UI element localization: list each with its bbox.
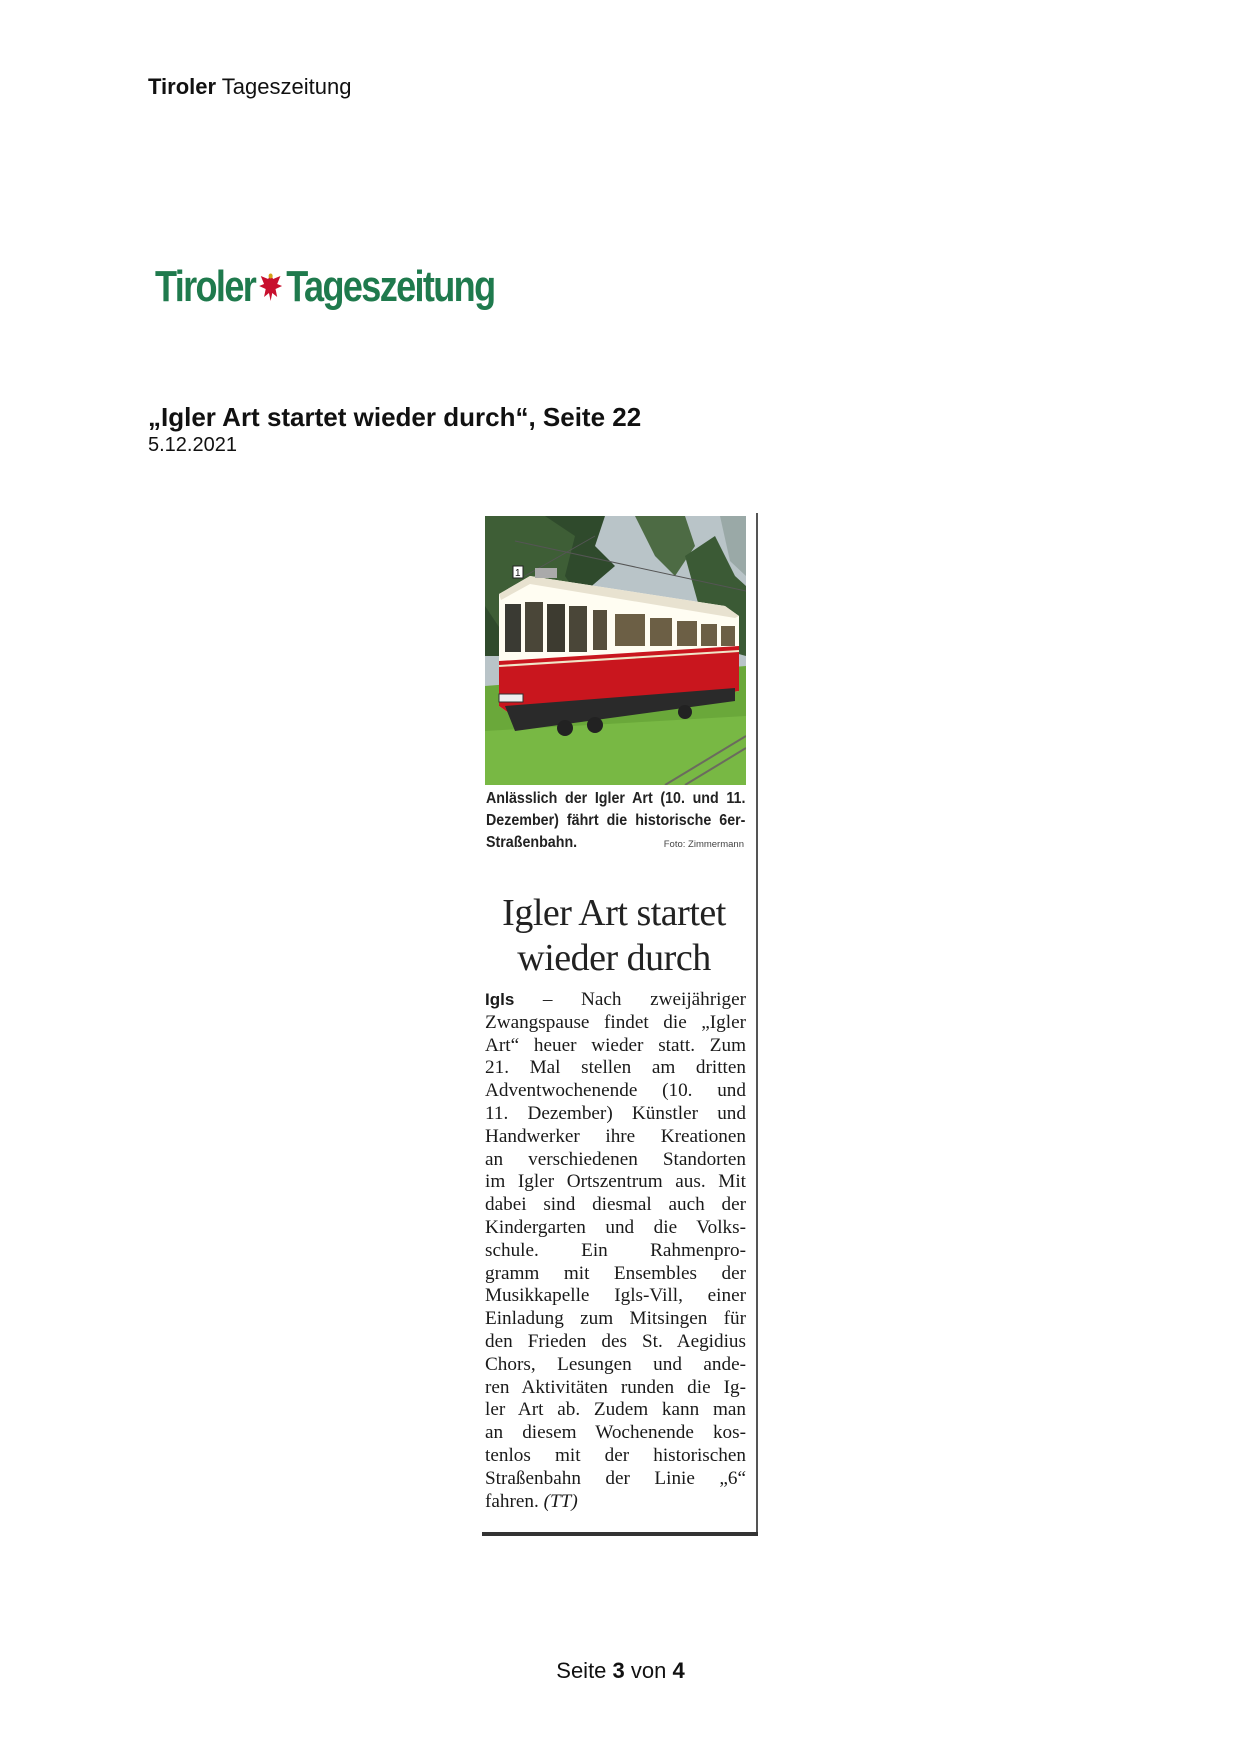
body-line: Art“ heuer wieder statt. Zum: [485, 1034, 746, 1056]
body-line: an verschiedenen Standorten: [485, 1148, 746, 1170]
body-line: den Frieden des St. Aegidius: [485, 1330, 746, 1352]
body-line: dabei sind diesmal auch der: [485, 1194, 746, 1216]
body-line: ler Art ab. Zudem kann man: [485, 1399, 746, 1421]
tram-number-label: 1: [515, 568, 521, 579]
logo-word-right: Tageszeitung: [286, 262, 495, 311]
body-line: gramm mit Ensembles der: [485, 1262, 746, 1284]
body-line: Adventwochenende (10. und: [485, 1080, 746, 1102]
source-name-bold: Tiroler: [148, 74, 217, 99]
body-line: Igls – Nach zweijähriger: [485, 989, 746, 1010]
source-name: [148, 74, 351, 100]
dateline-place: Igls: [485, 990, 515, 1009]
article-date: 5.12.2021: [148, 434, 237, 456]
current-page: 3: [612, 1658, 625, 1683]
source-name-rest: Tageszeitung: [216, 74, 352, 99]
photo-credit: Foto: Zimmermann: [663, 839, 744, 850]
body-line: im Igler Ortszentrum aus. Mit: [485, 1171, 746, 1193]
body-line: ren Aktivitäten runden die Ig-: [485, 1376, 746, 1398]
body-line: Kindergarten und die Volks-: [485, 1216, 746, 1238]
body-line: Musikkapelle Igls-Vill, einer: [485, 1285, 746, 1307]
body-line: 21. Mal stellen am dritten: [485, 1057, 746, 1079]
article-body: [485, 989, 746, 1513]
body-line: Zwangspause findet die „Igler: [485, 1011, 746, 1033]
body-line: tenlos mit der historischen: [485, 1444, 746, 1466]
page-indicator: Seite 3 von 4: [556, 1658, 685, 1683]
bottom-rule: [482, 1532, 758, 1536]
photo-caption: Anlässlich der Igler Art (10. und 11. Dezember) fährt die historische 6er-Straßenbahn.: [486, 790, 746, 851]
newspaper-clipping: [482, 513, 758, 1536]
headline-line-1: Igler Art startet: [502, 892, 726, 934]
body-line: Handwerker ihre Kreationen: [485, 1125, 746, 1147]
author-tag: (TT): [543, 1490, 578, 1512]
body-line: Einladung zum Mitsingen für: [485, 1308, 746, 1330]
body-line: 11. Dezember) Künstler und: [485, 1102, 746, 1124]
body-line: Straßenbahn der Linie „6“: [485, 1467, 746, 1489]
total-pages: 4: [672, 1658, 685, 1683]
historic-tram-photo: [485, 516, 746, 785]
headline-line-2: wieder durch: [517, 937, 711, 979]
body-line: Chors, Lesungen und ande-: [485, 1353, 746, 1375]
article-headline: [482, 891, 746, 981]
body-line-last: fahren. (TT): [485, 1490, 578, 1512]
body-line: an diesem Wochenende kos-: [485, 1422, 746, 1444]
article-title: „Igler Art startet wieder durch“, Seite 22: [148, 402, 642, 432]
newspaper-logo: [155, 262, 494, 312]
column-rule: [756, 513, 758, 1536]
tyrolean-eagle-icon: [258, 270, 283, 304]
logo-word-left: Tiroler: [155, 262, 256, 311]
body-line: schule. Ein Rahmenpro-: [485, 1239, 746, 1261]
